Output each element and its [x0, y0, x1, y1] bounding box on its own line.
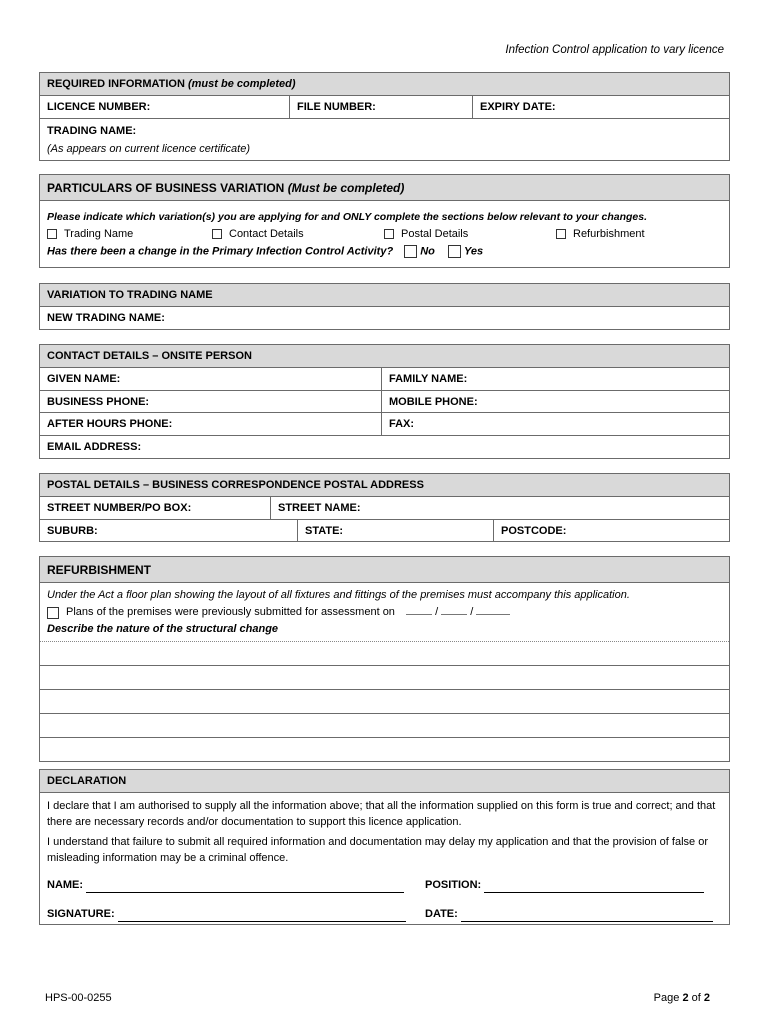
- yes-checkbox[interactable]: [448, 245, 461, 258]
- contact-heading: CONTACT DETAILS – ONSITE PERSON: [47, 350, 252, 362]
- licence-number-field[interactable]: LICENCE NUMBER:: [47, 101, 151, 113]
- plans-checkbox[interactable]: [47, 607, 59, 619]
- activity-question: Has there been a change in the Primary Infection Control Activity? No Yes: [47, 244, 484, 257]
- position-line[interactable]: [484, 880, 704, 893]
- checkbox[interactable]: [556, 229, 566, 239]
- description-line[interactable]: [40, 713, 729, 737]
- street-name-field[interactable]: STREET NAME:: [270, 497, 729, 519]
- checkbox[interactable]: [212, 229, 222, 239]
- trading-name-field[interactable]: TRADING NAME: (As appears on current licence certificate): [47, 124, 250, 155]
- checkbox[interactable]: [384, 229, 394, 239]
- description-line[interactable]: [40, 689, 729, 713]
- email-field[interactable]: EMAIL ADDRESS:: [47, 441, 142, 453]
- business-phone-field[interactable]: BUSINESS PHONE:: [47, 395, 150, 408]
- floor-plan-note: Under the Act a floor plan showing the layout of all fixtures and fittings of the premises must accompany this application.: [47, 589, 630, 602]
- option-trading-name[interactable]: Trading Name: [47, 228, 212, 240]
- family-name-field[interactable]: FAMILY NAME:: [381, 368, 729, 390]
- refurbishment-heading: REFURBISHMENT: [47, 562, 151, 577]
- option-refurbishment[interactable]: Refurbishment: [556, 228, 645, 240]
- page-number: Page 2 of 2: [653, 992, 710, 1004]
- no-checkbox[interactable]: [404, 245, 417, 258]
- option-postal-details[interactable]: Postal Details: [384, 228, 556, 240]
- given-name-field[interactable]: GIVEN NAME:: [47, 373, 121, 385]
- declaration-para-1: I declare that I am authorised to supply all the information above; that all the information supplied on this form is true and correct; and that there are necessary records and/or documentation to support this licence application.: [47, 800, 716, 828]
- option-contact-details[interactable]: Contact Details: [212, 228, 384, 240]
- description-line[interactable]: [40, 737, 729, 761]
- plans-submitted-row[interactable]: Plans of the premises were previously submitted for assessment on / /: [47, 605, 722, 618]
- description-line[interactable]: [40, 665, 729, 689]
- contact-section: [39, 344, 730, 459]
- variation-section: [39, 283, 730, 330]
- declaration-para-2: I understand that failure to submit all required information and documentation may delay my application and that the provision of false or misleading information may be a criminal offence.: [47, 836, 708, 864]
- required-information-section: [39, 72, 730, 161]
- postcode-field[interactable]: POSTCODE:: [493, 520, 729, 541]
- form-code: HPS-00-0255: [45, 992, 112, 1004]
- new-trading-name-field[interactable]: NEW TRADING NAME:: [47, 312, 165, 324]
- particulars-section: [39, 174, 730, 268]
- expiry-date-field[interactable]: EXPIRY DATE:: [472, 96, 729, 118]
- name-field[interactable]: NAME:: [47, 877, 425, 893]
- required-heading: REQUIRED INFORMATION (must be completed): [47, 78, 296, 90]
- declaration-section: [39, 769, 730, 925]
- postal-heading: POSTAL DETAILS – BUSINESS CORRESPONDENCE POSTAL ADDRESS: [47, 479, 424, 491]
- position-field[interactable]: POSITION:: [425, 877, 704, 893]
- street-number-field[interactable]: STREET NUMBER/PO BOX:: [47, 502, 192, 514]
- date-line[interactable]: [461, 909, 713, 922]
- variation-heading: VARIATION TO TRADING NAME: [47, 289, 213, 301]
- signature-line[interactable]: [118, 909, 406, 922]
- name-line[interactable]: [86, 880, 404, 893]
- declaration-heading: DECLARATION: [47, 775, 127, 787]
- refurbishment-section: [39, 556, 730, 762]
- date-month-blank[interactable]: [441, 605, 467, 615]
- date-field[interactable]: DATE:: [425, 906, 713, 922]
- mobile-phone-field[interactable]: MOBILE PHONE:: [381, 391, 729, 412]
- date-day-blank[interactable]: [406, 605, 432, 615]
- file-number-field[interactable]: FILE NUMBER:: [289, 96, 472, 118]
- suburb-field[interactable]: SUBURB:: [47, 524, 98, 537]
- after-hours-phone-field[interactable]: AFTER HOURS PHONE:: [47, 418, 173, 430]
- particulars-heading: PARTICULARS OF BUSINESS VARIATION (Must be completed): [47, 180, 405, 195]
- state-field[interactable]: STATE:: [297, 520, 493, 541]
- signature-field[interactable]: SIGNATURE:: [47, 906, 425, 922]
- date-year-blank[interactable]: [476, 605, 510, 615]
- describe-label: Describe the nature of the structural change: [47, 622, 279, 635]
- postal-section: [39, 473, 730, 542]
- checkbox[interactable]: [47, 229, 57, 239]
- form-title: Infection Control application to vary licence: [505, 44, 724, 56]
- particulars-instruction: Please indicate which variation(s) you are applying for and ONLY complete the sections below relevant to your changes.: [47, 210, 648, 223]
- description-line[interactable]: [40, 641, 729, 665]
- fax-field[interactable]: FAX:: [381, 413, 729, 435]
